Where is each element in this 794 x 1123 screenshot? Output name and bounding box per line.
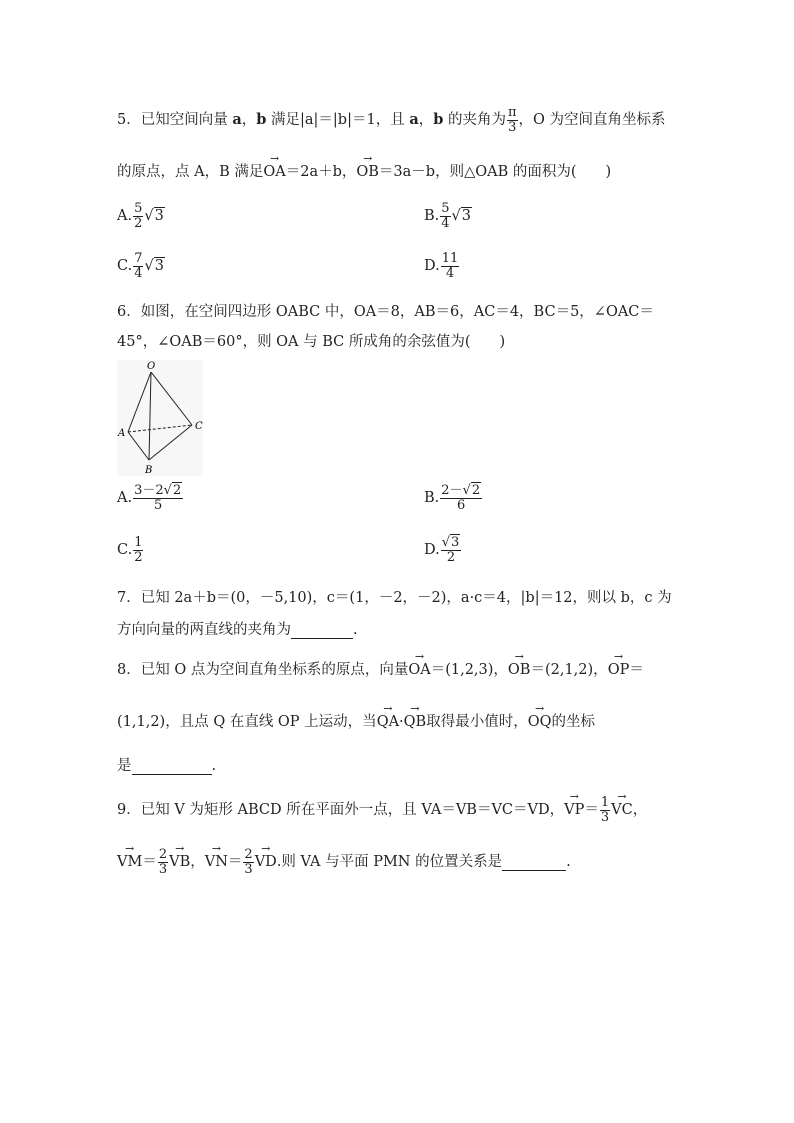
label-O: O — [147, 361, 156, 372]
q6-line1: 6．如图，在空间四边形 OABC 中，OA＝8，AB＝6，AC＝4，BC＝5，∠OAC＝ — [117, 304, 654, 320]
label-B: B — [145, 465, 153, 476]
q6-option-d: D. $\frac{√3}{2}$ — [424, 535, 460, 565]
label-C: C — [195, 421, 203, 432]
q6-option-b: B. $\frac{2-√2}{6}$ — [424, 483, 481, 513]
q8-line2: (1,1,2)，且点 Q 在直线 OP 上运动，当→ QA·→ QB取得最小值时，→ OQ的坐标 — [117, 710, 595, 731]
q8-line3: 是 . — [117, 758, 217, 774]
vector-a: a — [232, 111, 242, 129]
q9-line2: → VM＝ $\frac{2}{3}$ → VB，→ VN＝ $\frac{2}{3}$ → VD.则 VA 与平面 PMN 的位置关系是 . — [117, 848, 571, 876]
answer-blank[interactable] — [502, 854, 566, 871]
vector-OB: → OB — [356, 164, 379, 180]
q6-option-c: C. $\frac{1}{2}$ — [117, 535, 143, 565]
answer-blank[interactable] — [291, 622, 353, 639]
q5-option-c: C. $\frac{7}{4}$ √3 — [117, 251, 164, 281]
q5-line1: 5．已知空间向量 a，b 满足|a|＝|b|＝1，且 a，b 的夹角为 $\frac{\pi}{3}$ ，O 为空间直角坐标系 — [117, 105, 666, 135]
vector-b: b — [256, 111, 267, 129]
abs-condition: |a|＝|b|＝1 — [300, 112, 376, 129]
tetrahedron-figure — [117, 360, 203, 476]
q7-line1: 7．已知 2a＋b＝(0，－5,10)，c＝(1，－2，－2)，a·c＝4，|b|＝12，则以 b，c 为 — [117, 590, 672, 606]
q8-line1: 8．已知 O 点为空间直角坐标系的原点，向量→ OA＝(1,2,3)，→ OB＝(2,1,2)，→ OP＝ — [117, 658, 644, 679]
q5-option-a: A. $\frac{5}{2}$ √3 — [117, 201, 164, 231]
q5-line2: 的原点，点 A，B 满足→ OA＝2a＋b，→ OB＝3a－b，则△OAB 的面积为( ) — [117, 160, 611, 181]
vector-OA: → OA — [263, 164, 285, 180]
q5-option-d: D. $\frac{11}{4}$ — [424, 251, 459, 281]
q6-option-a: A. $\frac{3-2√2}{5}$ — [117, 483, 182, 513]
q7-line2: 方向向量的两直线的夹角为 . — [117, 622, 358, 638]
q9-line1: 9．已知 V 为矩形 ABCD 所在平面外一点，且 VA＝VB＝VC＝VD，→ VP＝ $\frac{1}{3}$ → VC， — [117, 796, 647, 824]
label-A: A — [118, 428, 126, 439]
q5-option-b: B. $\frac{5}{4}$ √3 — [424, 201, 472, 231]
answer-blank[interactable] — [132, 758, 212, 775]
q6-line2: 45°，∠OAB＝60°，则 OA 与 BC 所成角的余弦值为( ) — [117, 334, 506, 350]
angle-fraction: $\frac{\pi}{3}$ — [507, 105, 517, 135]
